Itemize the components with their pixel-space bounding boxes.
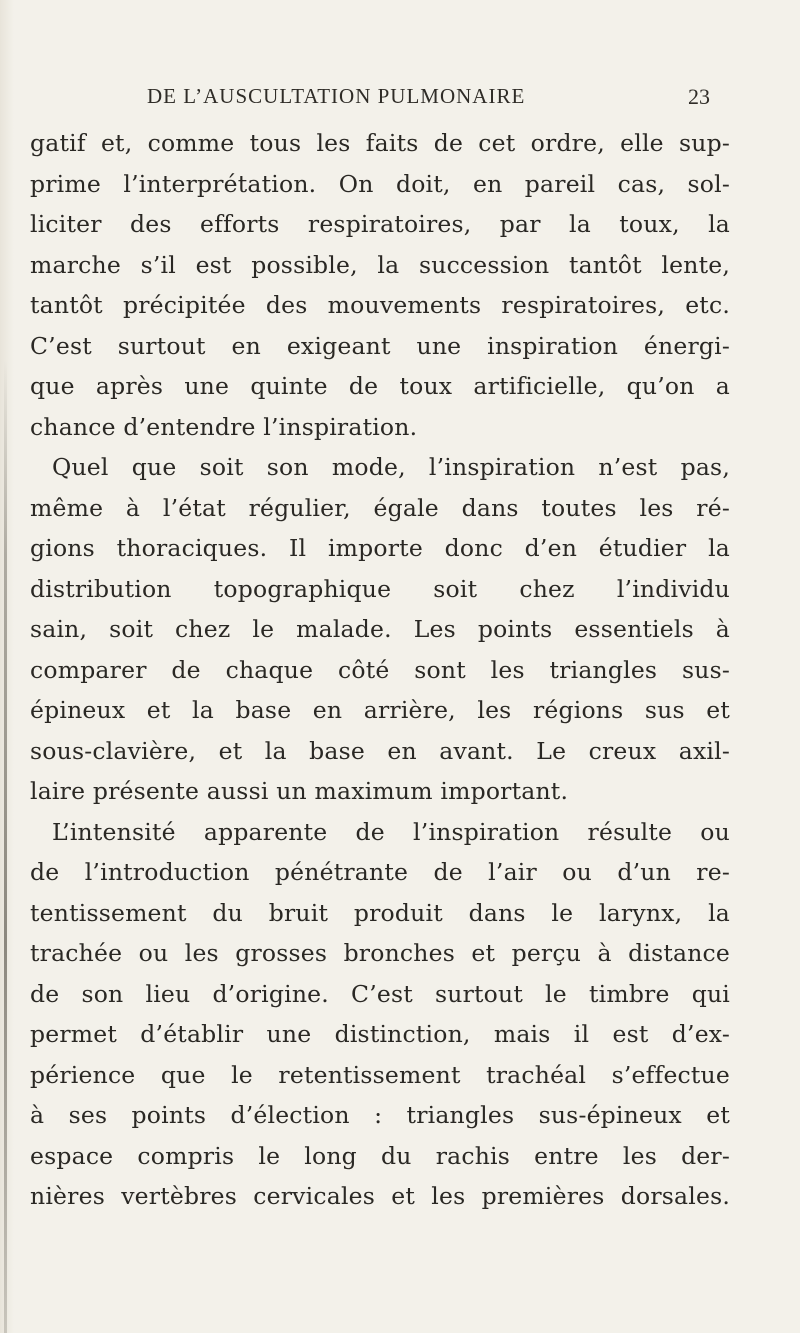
binding-edge-mark [4,360,7,1333]
page-number: 23 [688,84,710,109]
text-line: sous-clavière, et la base en avant. Le creux axil- [30,736,730,765]
text-line: que après une quinte de toux artificielle, qu’on a [30,372,730,400]
text-line: laire présente aussi un maximum important. [30,777,569,805]
text-line: épineux et la base en arrière, les régions sus et [30,696,730,724]
text-line: comparer de chaque côté sont les triangles sus- [30,655,730,684]
text-line: L’intensité apparente de l’inspiration résulte ou [52,817,730,846]
text-line: tentissement du bruit produit dans le larynx, la [30,898,730,927]
text-line: prime l’interprétation. On doit, en pareil cas, sol- [30,169,730,198]
text-line: de son lieu d’origine. C’est surtout le timbre qui [30,979,730,1008]
running-head: DE L’AUSCULTATION PULMONAIRE [147,84,526,108]
text-line: chance d’entendre l’inspiration. [30,412,418,441]
text-line: distribution topographique soit chez l’individu [30,574,730,603]
text-line: tantôt précipitée des mouvements respiratoires, etc. [30,291,730,319]
text-line: C’est surtout en exigeant une inspiration énergi- [30,331,730,360]
text-line: de l’introduction pénétrante de l’air ou d’un re- [30,858,730,886]
text-line: nières vertèbres cervicales et les premières dorsales. [30,1182,730,1210]
text-line: gions thoraciques. Il importe donc d’en étudier la [30,534,730,562]
body-text [30,123,730,1217]
text-line: à ses points d’élection : triangles sus-épineux et [30,1101,730,1129]
text-line: permet d’établir une distinction, mais il est d’ex- [30,1020,730,1048]
page-edge-shadow [0,0,14,1333]
text-line: gatif et, comme tous les faits de cet ordre, elle sup- [30,129,730,157]
text-line: espace compris le long du rachis entre les der- [30,1141,730,1170]
text-line: même à l’état régulier, égale dans toutes les ré- [30,493,730,522]
text-line: marche s’il est possible, la succession tantôt lente, [30,250,730,279]
text-line: trachée ou les grosses bronches et perçu à distance [30,939,730,967]
text-line: périence que le retentissement trachéal s’effectue [30,1060,730,1089]
text-line: sain, soit chez le malade. Les points essentiels à [30,615,730,643]
text-line: liciter des efforts respiratoires, par la toux, la [30,210,730,238]
page-header [0,84,800,114]
text-line: Quel que soit son mode, l’inspiration n’est pas, [52,453,730,481]
